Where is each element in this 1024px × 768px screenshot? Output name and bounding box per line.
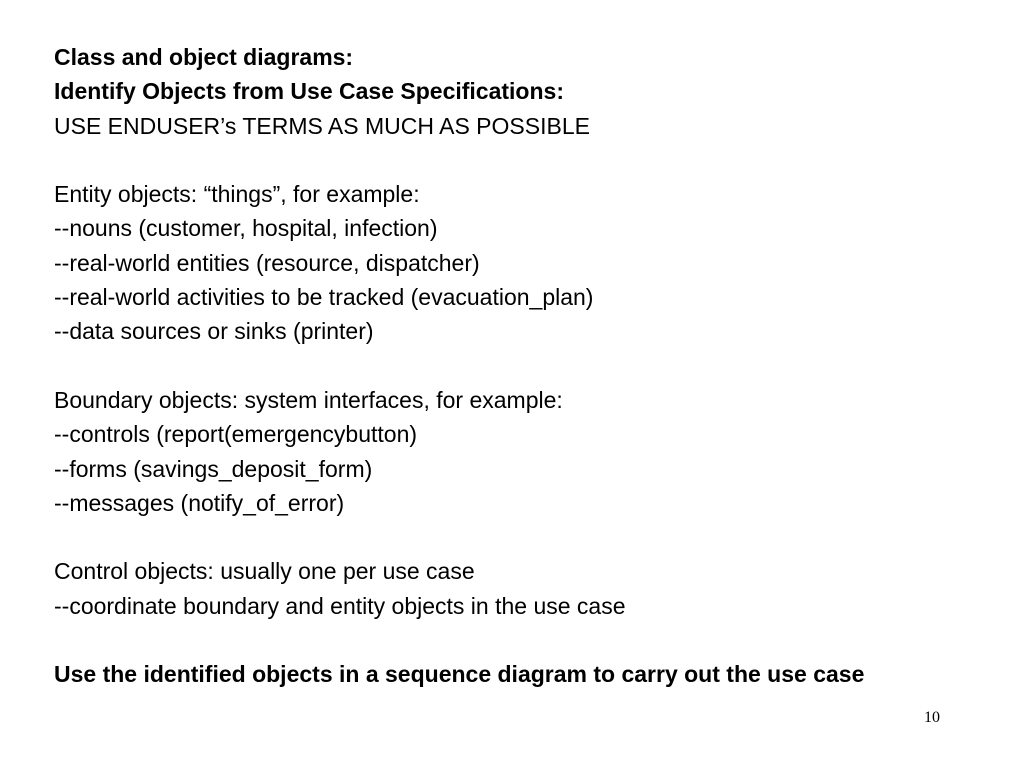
heading-identify-objects: Identify Objects from Use Case Specifications:: [54, 78, 564, 105]
entity-item: --real-world activities to be tracked (evacuation_plan): [54, 284, 594, 311]
slide-content: [54, 40, 954, 692]
boundary-item: --messages (notify_of_error): [54, 489, 345, 516]
entity-item: --data sources or sinks (printer): [54, 318, 374, 345]
spacer: [54, 623, 954, 657]
closing-statement: Use the identified objects in a sequence diagram to carry out the use case: [54, 661, 865, 688]
heading-class-object-diagrams: Class and object diagrams:: [54, 44, 354, 70]
page-number: 10: [924, 709, 940, 726]
spacer: [54, 143, 954, 177]
spacer: [54, 349, 954, 383]
entity-objects-title: Entity objects: “things”, for example:: [54, 181, 420, 208]
boundary-item: --controls (report(emergencybutton): [54, 421, 418, 448]
boundary-item: --forms (savings_deposit_form): [54, 455, 373, 482]
spacer: [54, 520, 954, 554]
entity-item: --real-world entities (resource, dispatcher): [54, 249, 480, 276]
entity-item: --nouns (customer, hospital, infection): [54, 215, 438, 242]
control-item: --coordinate boundary and entity objects in the use case: [54, 592, 626, 619]
control-objects-title: Control objects: usually one per use case: [54, 558, 475, 585]
boundary-objects-title: Boundary objects: system interfaces, for example:: [54, 386, 563, 413]
subtitle-enduser-terms: USE ENDUSER’s TERMS AS MUCH AS POSSIBLE: [54, 112, 590, 139]
